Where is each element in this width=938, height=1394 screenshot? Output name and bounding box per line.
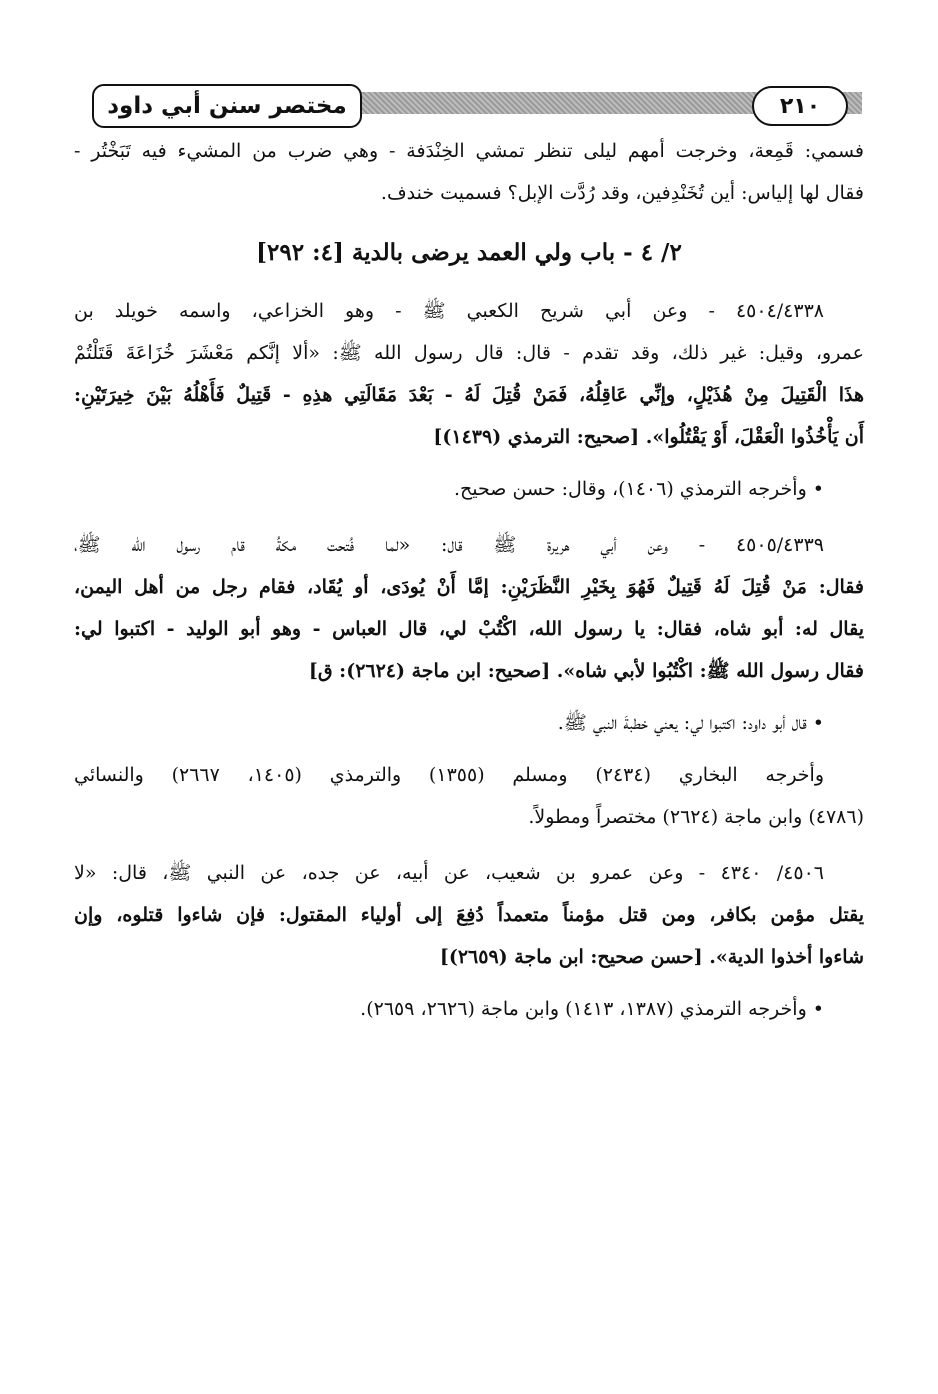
hadith-line: ٤٥٠٤/٤٣٣٨ - وعن أبي شريح الكعبي ﷺ - وهو الخزاعي، واسمه خويلد بن (74, 300, 824, 322)
hadith-4505 (74, 524, 864, 692)
page-body (74, 130, 864, 1030)
intro-line: فقال لها إلياس: أين تُخَنْدِفين، وقد رُدَّت الإبل؟ فسميت خندف. (380, 182, 864, 204)
hadith-line: شاءوا أخذوا الدية». [حسن صحيح: ابن ماجة (٢٦٥٩)] (439, 946, 864, 968)
hadith-line: يقتل مؤمن بكافر، ومن قتل مؤمناً متعمداً دُفِعَ إلى أولياء المقتول: فإن شاءوا قتلوه، وإن (74, 904, 864, 926)
hadith-line: فقال: مَنْ قُتِلَ لَهُ قَتِيلٌ فَهُوَ بِخَيْرِ النَّظَرَيْنِ: إمَّا أَنْ يُودَى، أو يُقَاد، فقام رجل من أهل اليمن، (74, 576, 864, 598)
book-title: مختصر سنن أبي داود (107, 93, 347, 119)
hadith-4504 (74, 290, 864, 458)
hadith-line: عمرو، وقيل: غير ذلك، وقد تقدم - قال: قال رسول الله ﷺ: «ألا إنَّكم مَعْشَرَ خُزَاعَةَ قَتَلْتُمْ (74, 342, 864, 364)
hadith-4505-note: • قال أبو داود: اكتبوا لي: يعني خطبةَ النبي ﷺ. (557, 712, 824, 734)
hadith-4505-takhrij (74, 754, 864, 838)
hadith-line: أَن يَأْخُذُوا الْعَقْلَ، أَوْ يَقْتُلُوا». [صحيح: الترمذي (١٤٣٩)] (433, 426, 864, 448)
page-number: ٢١٠ (779, 93, 821, 119)
page-number-box (752, 86, 848, 126)
hadith-line: ٤٥٠٥/٤٣٣٩ - وعن أبي هريرة ﷺ قال: «لما فُتحت مكةُ قام رسول الله ﷺ، (74, 534, 824, 556)
hadith-line: هذَا الْقَتِيلَ مِنْ هُذَيْلٍ، وإنِّي عَاقِلُهُ، فَمَنْ قُتِلَ لَهُ - بَعْدَ مَقَالَتِي هذِهِ - قَتِيلٌ فَأَهْلُهُ بَيْنَ خِيرَتَيْنِ: (74, 384, 864, 406)
page-header (92, 84, 862, 130)
hadith-line: ٤٥٠٦/ ٤٣٤٠ - وعن عمرو بن شعيب، عن أبيه، عن جده، عن النبي ﷺ، قال: «لا (74, 862, 824, 884)
hadith-4506-note: • وأخرجه الترمذي (١٣٨٧، ١٤١٣) وابن ماجة (٢٦٢٦، ٢٦٥٩). (360, 998, 824, 1020)
takhrij-line: (٤٧٨٦) وابن ماجة (٢٦٢٤) مختصراً ومطولاً. (528, 806, 864, 828)
intro-paragraph (74, 130, 864, 214)
hadith-4504-note: • وأخرجه الترمذي (١٤٠٦)، وقال: حسن صحيح. (453, 478, 824, 500)
hadith-4506 (74, 852, 864, 978)
hadith-line: فقال رسول الله ﷺ: اكْتُبُوا لأبي شاه». [صحيح: ابن ماجة (٢٦٢٤): ق] (308, 660, 864, 682)
hadith-line: يقال له: أبو شاه، فقال: يا رسول الله، اكْتُبْ لي، قال العباس - وهو أبو الوليد - اكتبوا لي: (74, 618, 864, 640)
chapter-heading: ٢/ ٤ - باب ولي العمد يرضى بالدية [٤: ٢٩٢] (256, 239, 682, 266)
takhrij-line: وأخرجه البخاري (٢٤٣٤) ومسلم (١٣٥٥) والترمذي (١٤٠٥، ٢٦٦٧) والنسائي (74, 764, 824, 786)
book-title-box (92, 84, 362, 128)
intro-line: فسمي: قَمِعة، وخرجت أمهم ليلى تنظر تمشي الخِنْدَفة - وهي ضرب من المشيء فيه تَبَخْتُر - (74, 140, 864, 162)
